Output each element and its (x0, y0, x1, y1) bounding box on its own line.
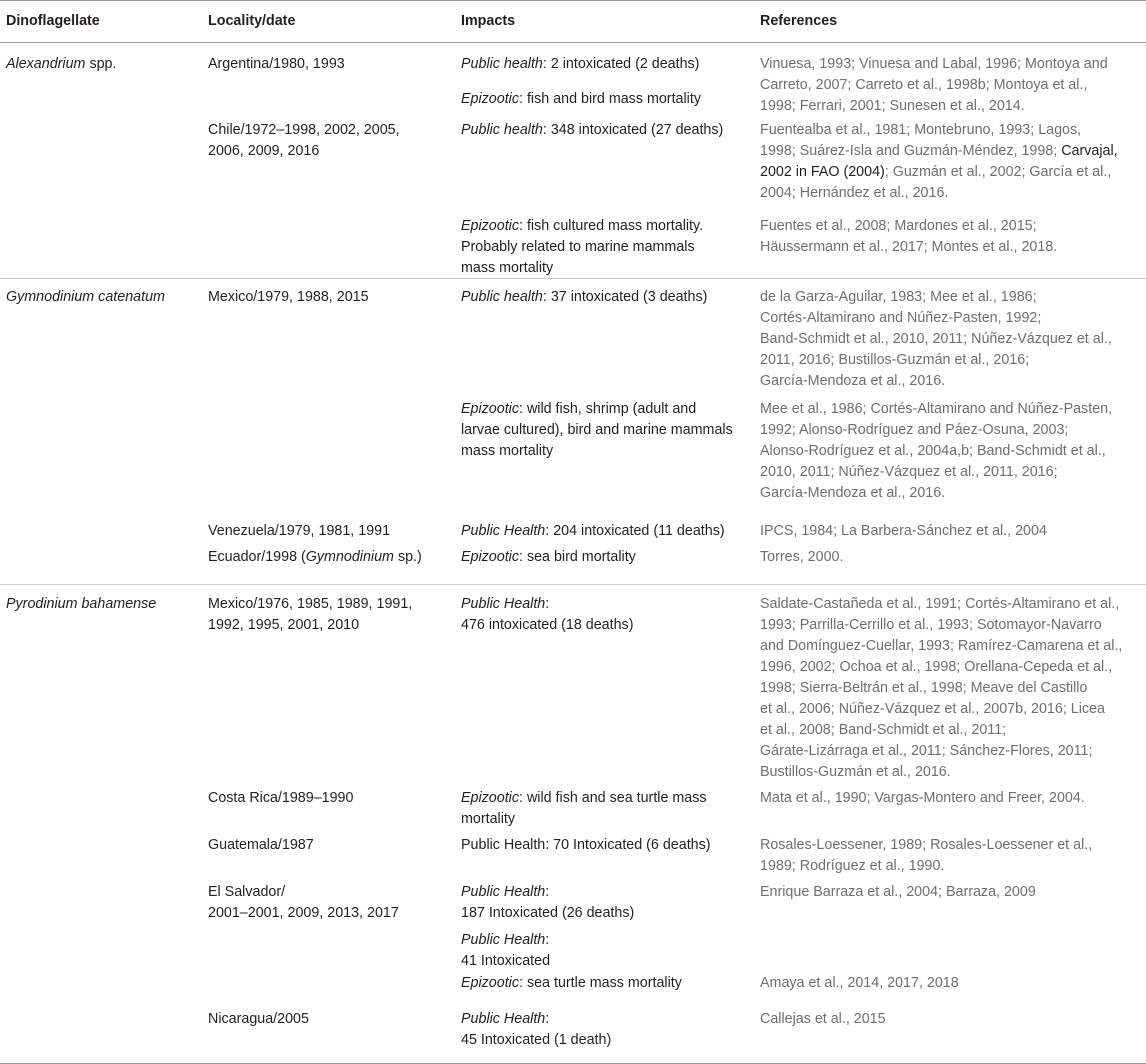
dinoflagellate-name: Alexandrium spp. (6, 56, 117, 72)
impact-line (461, 120, 723, 141)
reference-line: Callejas et al., 2015 (760, 1011, 886, 1027)
reference-line: et al., 2006; Núñez-Vázquez et al., 2007b, 2016; Licea (760, 701, 1105, 717)
impact-category: Epizootic (461, 91, 520, 107)
impact-text: : sea bird mortality (519, 549, 636, 565)
dinoflagellate-name: Pyrodinium bahamense (6, 596, 157, 612)
impact-line (461, 216, 703, 237)
reference-line: García-Mendoza et al., 2016. (760, 485, 946, 501)
locality-genus: Gymnodinium (305, 549, 394, 565)
impact-text: mortality (461, 811, 516, 827)
impact-line (461, 547, 636, 568)
reference-line: 1989; Rodríguez et al., 1990. (760, 858, 945, 874)
impact-line (461, 420, 733, 441)
reference-line: Saldate-Castañeda et al., 1991; Cortés-Altamirano et al., (760, 596, 1120, 612)
reference-line: Band-Schmidt et al., 2010, 2011; Núñez-Vázquez et al., (760, 331, 1112, 347)
reference-line: Gárate-Lizárraga et al., 2011; Sánchez-Flores, 2011; (760, 743, 1093, 759)
table-row (0, 1005, 1146, 1061)
impact-line: Public Health: 70 Intoxicated (6 deaths) (461, 837, 711, 853)
impact-text: mass mortality (461, 260, 554, 276)
reference-line: Fuentealba et al., 1981; Montebruno, 1993; Lagos, (760, 122, 1082, 138)
impact-line (461, 54, 699, 75)
impact-line (461, 258, 553, 279)
impact-line (461, 1009, 549, 1030)
reference-line: 1998; Ferrari, 2001; Sunesen et al., 2014. (760, 98, 1025, 114)
reference-line: 2004; Hernández et al., 2016. (760, 185, 949, 201)
impact-category: Epizootic (461, 401, 520, 417)
impact-line (461, 973, 682, 994)
impact-line (461, 441, 553, 462)
reference-line: 2010, 2011; Núñez-Vázquez et al., 2011, 2016; (760, 464, 1058, 480)
locality-date: Argentina/1980, 1993 (208, 56, 345, 72)
reference-line: Mata et al., 1990; Vargas-Montero and Freer, 2004. (760, 790, 1085, 806)
impact-category: Public health (461, 289, 543, 305)
impact-text: : 204 intoxicated (11 deaths) (545, 523, 725, 539)
impact-line (461, 930, 549, 951)
reference-line: Bustillos-Guzmán et al., 2016. (760, 764, 951, 780)
reference-line: 1992; Alonso-Rodríguez and Páez-Osuna, 2003; (760, 422, 1069, 438)
reference-line: García-Mendoza et al., 2016. (760, 373, 946, 389)
impact-text: 476 intoxicated (18 deaths) (461, 617, 634, 633)
impact-line (461, 237, 695, 258)
reference-line: Fuentes et al., 2008; Mardones et al., 2015; (760, 218, 1037, 234)
impact-text: : 2 intoxicated (2 deaths) (542, 56, 700, 72)
impact-text: : (545, 884, 550, 900)
impact-category: Public Health (461, 523, 546, 539)
reference-line: 1993; Parrilla-Cerrillo et al., 1993; Sotomayor-Navarro (760, 617, 1102, 633)
impact-text: : fish and bird mass mortality (519, 91, 701, 107)
impact-category: Public Health (461, 1011, 546, 1027)
reference-line: 2002 in FAO (2004); Guzmán et al., 2002; García et al., (760, 164, 1112, 180)
dinoflagellate-name: Gymnodinium catenatum (6, 289, 165, 305)
locality-date: Mexico/1979, 1988, 2015 (208, 289, 369, 305)
reference-line: Rosales-Loessener, 1989; Rosales-Loessener et al., (760, 837, 1093, 853)
table-row (0, 518, 1146, 544)
header-dinoflagellate: Dinoflagellate (6, 13, 100, 29)
impact-text: : wild fish and sea turtle mass (519, 790, 707, 806)
header-impacts: Impacts (461, 13, 516, 29)
table-row (0, 544, 1146, 584)
locality-date: El Salvador/ (208, 884, 286, 900)
table-header (0, 1, 1146, 43)
impact-category: Public health (461, 122, 543, 138)
header-locality: Locality/date (208, 13, 296, 29)
impact-category: Epizootic (461, 790, 520, 806)
table-row (0, 42, 1146, 114)
reference-highlight: Carvajal, (1061, 143, 1118, 159)
table-row (0, 878, 1146, 1005)
table-row (0, 784, 1146, 831)
impact-category: Epizootic (461, 218, 520, 234)
locality-date: Guatemala/1987 (208, 837, 314, 853)
locality-date: 2006, 2009, 2016 (208, 143, 320, 159)
reference-highlight: 2002 in FAO (2004) (760, 164, 885, 180)
table-row (0, 114, 1146, 278)
reference-line: Mee et al., 1986; Cortés-Altamirano and Núñez-Pasten, (760, 401, 1113, 417)
locality-date: 2001–2001, 2009, 2013, 2017 (208, 905, 399, 921)
reference-line: Vinuesa, 1993; Vinuesa and Labal, 1996; Montoya and (760, 56, 1108, 72)
impact-category: Epizootic (461, 549, 520, 565)
impact-line (461, 1030, 611, 1051)
reference-line: Torres, 2000. (760, 549, 844, 565)
impact-line (461, 521, 725, 542)
impact-line (461, 615, 633, 636)
reference-line: Alonso-Rodríguez et al., 2004a,b; Band-Schmidt et al., (760, 443, 1106, 459)
header-references: References (760, 13, 838, 29)
reference-line: and Domínguez-Cuellar, 1993; Ramírez-Camarena et al., (760, 638, 1123, 654)
impact-text: : 37 intoxicated (3 deaths) (542, 289, 708, 305)
impact-line (461, 903, 634, 924)
impact-text: : wild fish, shrimp (adult and (519, 401, 697, 417)
reference-line: 1998; Sierra-Beltrán et al., 1998; Meave del Castillo (760, 680, 1088, 696)
impact-text: Probably related to marine mammals (461, 239, 695, 255)
impact-line (461, 882, 549, 903)
reference-line: IPCS, 1984; La Barbera-Sánchez et al., 2004 (760, 523, 1047, 539)
impact-text: : 348 intoxicated (27 deaths) (542, 122, 724, 138)
reference-line: Enrique Barraza et al., 2004; Barraza, 2009 (760, 884, 1036, 900)
impact-text: mass mortality (461, 443, 554, 459)
impact-text: : sea turtle mass mortality (519, 975, 682, 991)
impact-line (461, 89, 701, 110)
impact-text: 41 Intoxicated (461, 953, 551, 969)
locality-date: Venezuela/1979, 1981, 1991 (208, 523, 391, 539)
reference-line: Häussermann et al., 2017; Montes et al., 2018. (760, 239, 1058, 255)
reference-line: Carreto, 2007; Carreto et al., 1998b; Montoya et al., (760, 77, 1088, 93)
locality-date: Costa Rica/1989–1990 (208, 790, 354, 806)
locality-date: Ecuador/1998 (Gymnodinium sp.) (208, 549, 422, 565)
reference-line: et al., 2008; Band-Schmidt et al., 2011; (760, 722, 1007, 738)
table-row (0, 584, 1146, 785)
impact-line (461, 788, 707, 809)
impact-category: Public Health (461, 596, 546, 612)
reference-line: 2011, 2016; Bustillos-Guzmán et al., 2016; (760, 352, 1030, 368)
impact-text: : (545, 932, 550, 948)
impact-category: Public Health (461, 932, 546, 948)
impact-line (461, 399, 696, 420)
reference-line: 1998; Suárez-Isla and Guzmán-Méndez, 1998; Carvajal, (760, 143, 1118, 159)
reference-line: Amaya et al., 2014, 2017, 2018 (760, 975, 959, 991)
locality-date: 1992, 1995, 2001, 2010 (208, 617, 360, 633)
locality-date: Mexico/1976, 1985, 1989, 1991, (208, 596, 413, 612)
table-row (0, 278, 1146, 519)
impact-line (461, 809, 515, 830)
locality-date: Chile/1972–1998, 2002, 2005, (208, 122, 400, 138)
impact-text: 45 Intoxicated (1 death) (461, 1032, 612, 1048)
reference-line: Cortés-Altamirano and Núñez-Pasten, 1992; (760, 310, 1042, 326)
impact-text: : fish cultured mass mortality. (519, 218, 704, 234)
impact-line (461, 951, 550, 972)
table-row (0, 831, 1146, 878)
impact-text: 187 Intoxicated (26 deaths) (461, 905, 635, 921)
impact-line (461, 287, 707, 308)
reference-line: 1996, 2002; Ochoa et al., 1998; Orellana-Cepeda et al., (760, 659, 1113, 675)
impact-line (461, 594, 549, 615)
impact-category: Epizootic (461, 975, 520, 991)
locality-date: Nicaragua/2005 (208, 1011, 309, 1027)
impact-category: Public health (461, 56, 543, 72)
impact-text: : (545, 1011, 550, 1027)
impact-category: Public Health (461, 884, 546, 900)
impact-text: larvae cultured), bird and marine mammals (461, 422, 733, 438)
impact-text: : (545, 596, 550, 612)
reference-line: de la Garza-Aguilar, 1983; Mee et al., 1986; (760, 289, 1037, 305)
